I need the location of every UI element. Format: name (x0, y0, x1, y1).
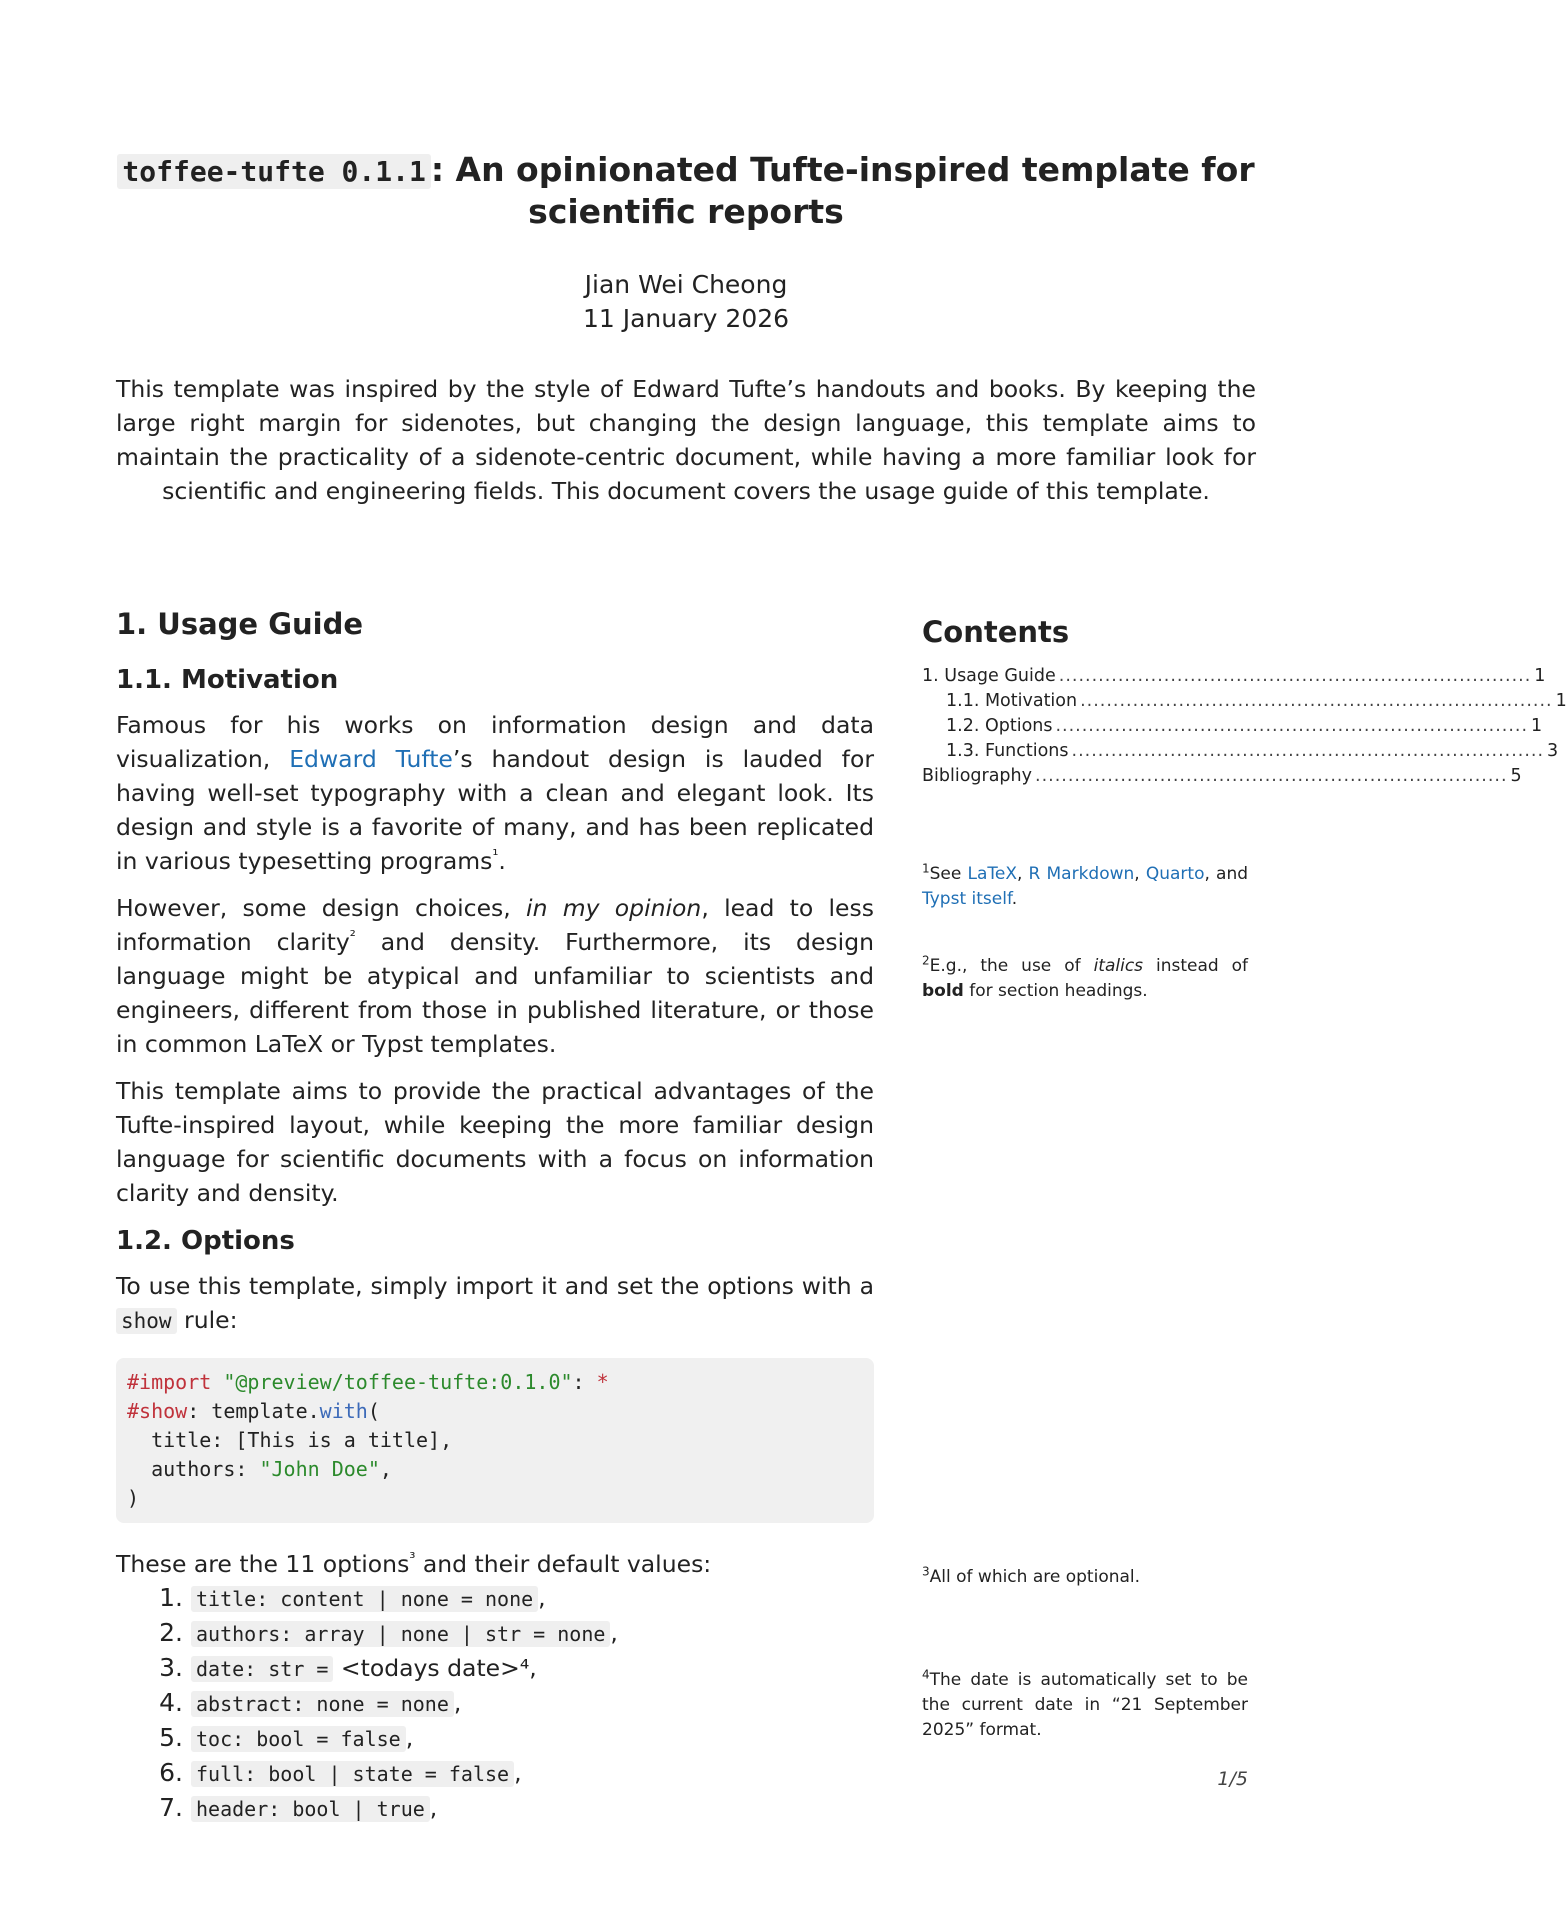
list-number: 5. (159, 1723, 183, 1752)
title-code: toffee-tufte 0.1.1 (117, 154, 430, 189)
code-line: title: [This is a title], (127, 1428, 453, 1452)
latex-link[interactable]: LaTeX (967, 864, 1017, 884)
title-text: : An opinionated Tufte-inspired template for scientific reports (430, 150, 1255, 231)
list-item (116, 1616, 874, 1651)
section-heading-motivation: 1.1. Motivation (116, 665, 339, 695)
sidenote-3 (922, 1565, 1248, 1590)
text: To use this template, simply import it and set the options with a (116, 1272, 874, 1300)
quarto-link[interactable]: Quarto (1145, 864, 1205, 884)
document-title (116, 150, 1256, 232)
sidenote-number: 1 (922, 861, 930, 876)
options-list (116, 1581, 874, 1826)
code-token: authors: (127, 1457, 260, 1481)
text: and their default values: (415, 1550, 712, 1578)
list-number: 6. (159, 1758, 183, 1787)
text: . (498, 847, 506, 875)
text: rule: (176, 1306, 238, 1334)
text: , and (1204, 864, 1249, 884)
code-token: #show (127, 1399, 188, 1423)
list-item (116, 1686, 874, 1721)
text: instead of (1143, 956, 1249, 976)
options-intro (116, 1269, 874, 1338)
footnote-ref-1[interactable]: ¹ (492, 846, 499, 865)
motivation-paragraph-2 (116, 891, 874, 1061)
option-code: date: str = (191, 1656, 333, 1682)
toc-label[interactable]: 1.2. Options (946, 716, 1053, 736)
text: E.g., the use of (929, 956, 1094, 976)
text: Famous for his works on information design and data visualization, (116, 711, 874, 773)
footnote-ref-2[interactable]: ² (349, 927, 356, 946)
option-code: abstract: none = none (191, 1691, 454, 1717)
sidenote-number: 2 (922, 953, 930, 968)
toc-leader: ........................................................................ (1080, 691, 1553, 711)
list-number: 1. (159, 1583, 183, 1612)
list-item (116, 1756, 874, 1791)
code-token: #import (127, 1370, 212, 1394)
table-of-contents (922, 612, 1567, 789)
text: , (1134, 864, 1146, 884)
list-item (116, 1581, 874, 1616)
toc-title: Contents (922, 615, 1070, 649)
toc-page: 3 (1547, 741, 1559, 761)
text: for section headings. (963, 981, 1148, 1001)
sidenote-number: 4 (922, 1667, 930, 1682)
footnote-ref-3[interactable]: ³ (409, 1549, 416, 1568)
option-code: header: bool | true (191, 1796, 430, 1822)
code-line: ) (127, 1486, 140, 1510)
code-token: : template. (187, 1399, 320, 1423)
motivation-paragraph-1 (116, 708, 874, 878)
list-number: 7. (159, 1793, 183, 1822)
text: and density. Furthermore, its design language might be atypical and unfamiliar to scientists and engineers, different from those in published literature, or those in common LaTeX or Typst templates. (116, 928, 875, 1058)
date: 11 January 2026 (582, 304, 790, 333)
main-column (116, 604, 874, 1826)
code-token: "@preview/toffee-tufte:0.1.0" (223, 1370, 573, 1394)
typst-link[interactable]: Typst itself (922, 889, 1012, 909)
list-item (116, 1721, 874, 1756)
list-number: 4. (159, 1688, 183, 1717)
text: <todays date>⁴, (333, 1654, 537, 1682)
code-token: "John Doe" (259, 1457, 380, 1481)
page-number: 1/5 (1217, 1768, 1248, 1790)
text: , (405, 1724, 414, 1752)
list-item (116, 1791, 874, 1826)
strong: bold (922, 981, 964, 1001)
text: , (538, 1584, 546, 1612)
text: , (429, 1794, 438, 1822)
toc-entry[interactable] (922, 764, 1522, 789)
motivation-paragraph-3: This template aims to provide the practical advantages of the Tufte-inspired layout, while keeping the more familiar design language for scientific documents with a focus on information clarity and density. (116, 1077, 874, 1207)
code-token: with (319, 1399, 368, 1423)
text: . (1011, 889, 1018, 909)
toc-page: 1 (1534, 666, 1546, 686)
r-markdown-link[interactable]: R Markdown (1028, 864, 1135, 884)
text: ’s handout design is lauded for having well-set typography with a clean and elegant look. Its design and style is a favorite of many, and has been replicated in various typesetting programs (116, 745, 874, 875)
toc-label[interactable]: Bibliography (922, 766, 1032, 786)
section-heading-options: 1.2. Options (116, 1226, 295, 1256)
text: All of which are optional. (929, 1567, 1141, 1587)
list-number: 2. (159, 1618, 183, 1647)
toc-page: 5 (1510, 766, 1522, 786)
toc-page: 1 (1531, 716, 1543, 736)
code-token: : (572, 1370, 597, 1394)
text: , (453, 1689, 462, 1717)
emphasis: italics (1093, 956, 1144, 976)
emphasis: in my opinion (526, 894, 702, 922)
toc-entry[interactable] (922, 664, 1546, 689)
sidenote-2 (922, 954, 1248, 1004)
text: These are the 11 options (116, 1550, 410, 1578)
sidenote-4 (922, 1668, 1248, 1743)
text: , (610, 1619, 618, 1647)
abstract: This template was inspired by the style of Edward Tufte’s handouts and books. By keeping the large right margin for sidenotes, but changing the design language, this template aims to maintain the practicality of a sidenote-centric document, while having a more familiar look for scientific and engineering fields. This document covers the usage guide of this template. (116, 375, 1256, 505)
toc-leader: ........................................................................ (1035, 766, 1508, 786)
section-heading-usage-guide: 1. Usage Guide (116, 607, 364, 641)
toc-entry[interactable] (922, 689, 1567, 714)
text: , (1017, 864, 1029, 884)
toc-leader: ........................................................................ (1071, 741, 1545, 761)
toc-page: 1 (1555, 691, 1567, 711)
toc-label[interactable]: 1. Usage Guide (922, 666, 1056, 686)
author: Jian Wei Cheong (584, 270, 788, 299)
toc-entry[interactable] (922, 739, 1559, 764)
edward-tufte-link[interactable]: Edward Tufte (289, 745, 453, 773)
toc-leader: ........................................................................ (1058, 666, 1532, 686)
option-code: full: bool | state = false (191, 1761, 514, 1787)
list-number: 3. (159, 1653, 183, 1682)
toc-entry[interactable] (922, 714, 1543, 739)
toc-label[interactable]: 1.3. Functions (946, 741, 1069, 761)
code-token: , (379, 1457, 392, 1481)
sidenote-number: 3 (922, 1564, 930, 1579)
text: , lead to less information clarity (116, 894, 874, 956)
sidenote-1 (922, 862, 1248, 912)
code-token: ( (367, 1399, 380, 1423)
code-block (116, 1358, 874, 1523)
show-code: show (116, 1308, 177, 1334)
code-token: * (596, 1370, 609, 1394)
option-code: title: content | none = none (191, 1586, 538, 1612)
toc-label[interactable]: 1.1. Motivation (946, 691, 1078, 711)
options-list-intro (116, 1547, 874, 1581)
toc-leader: ........................................................................ (1055, 716, 1529, 736)
text: See (929, 864, 968, 884)
text: However, some design choices, (116, 894, 527, 922)
text: The date is automatically set to be the current date in “21 September 2025” format. (922, 1670, 1248, 1740)
option-code: authors: array | none | str = none (191, 1621, 610, 1647)
option-code: toc: bool = false (191, 1726, 406, 1752)
text: , (514, 1759, 522, 1787)
list-item (116, 1651, 874, 1686)
